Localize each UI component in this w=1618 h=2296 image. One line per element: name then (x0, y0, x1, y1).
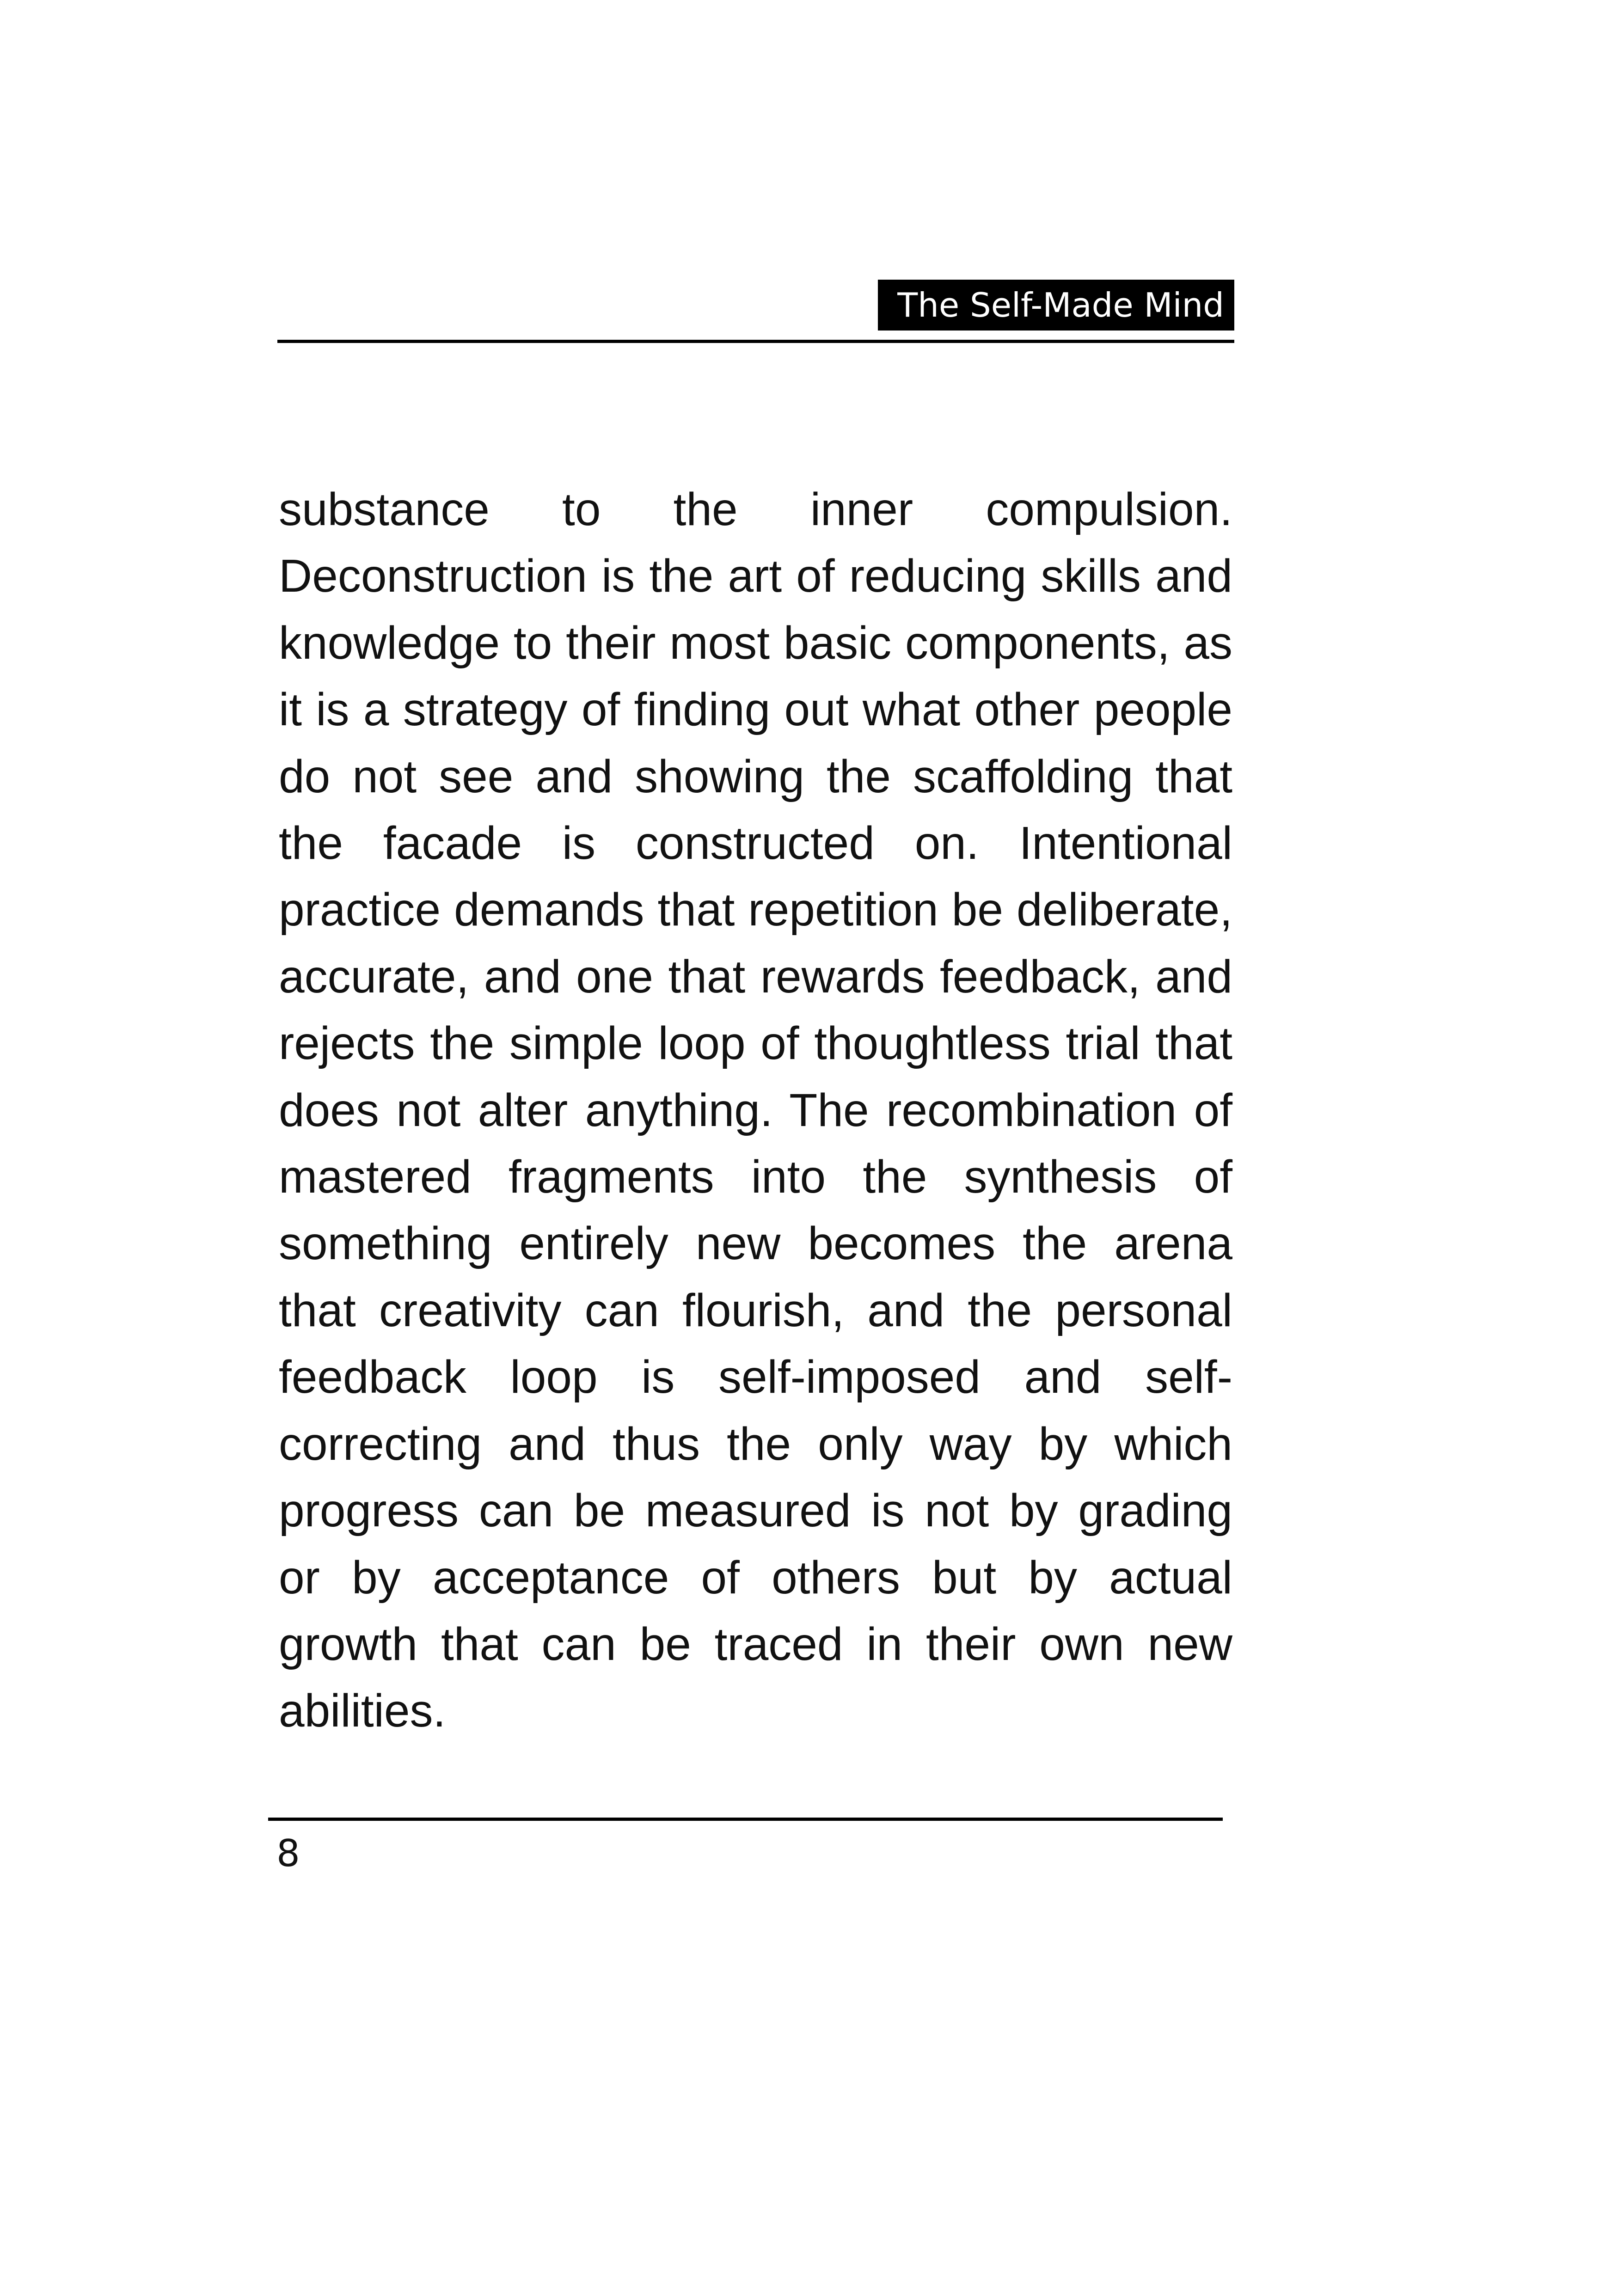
header-rule (277, 340, 1234, 343)
book-title: The Self-Made Mind (878, 280, 1234, 331)
footer-rule (268, 1818, 1223, 1821)
running-header (277, 270, 1234, 344)
body-paragraph: substance to the inner compulsion. Deconstruction is the art of reducing skills and knowledge to their most basic components, as it is a strategy of finding out what other people do not see and showing the scaffolding that the facade is constructed on. Intentional practice demands that repetition be deliberate, accurate, and one that rewards feedback, and rejects the simple loop of thoughtless trial that does not alter anything. The recombination of mastered fragments into the synthesis of something entirely new becomes the arena that creativity can flourish, and the personal feedback loop is self-imposed and self-correcting and thus the only way by which progress can be measured is not by grading or by acceptance of others but by actual growth that can be traced in their own new abilities. (279, 484, 1232, 1737)
page-number: 8 (276, 1832, 300, 1875)
